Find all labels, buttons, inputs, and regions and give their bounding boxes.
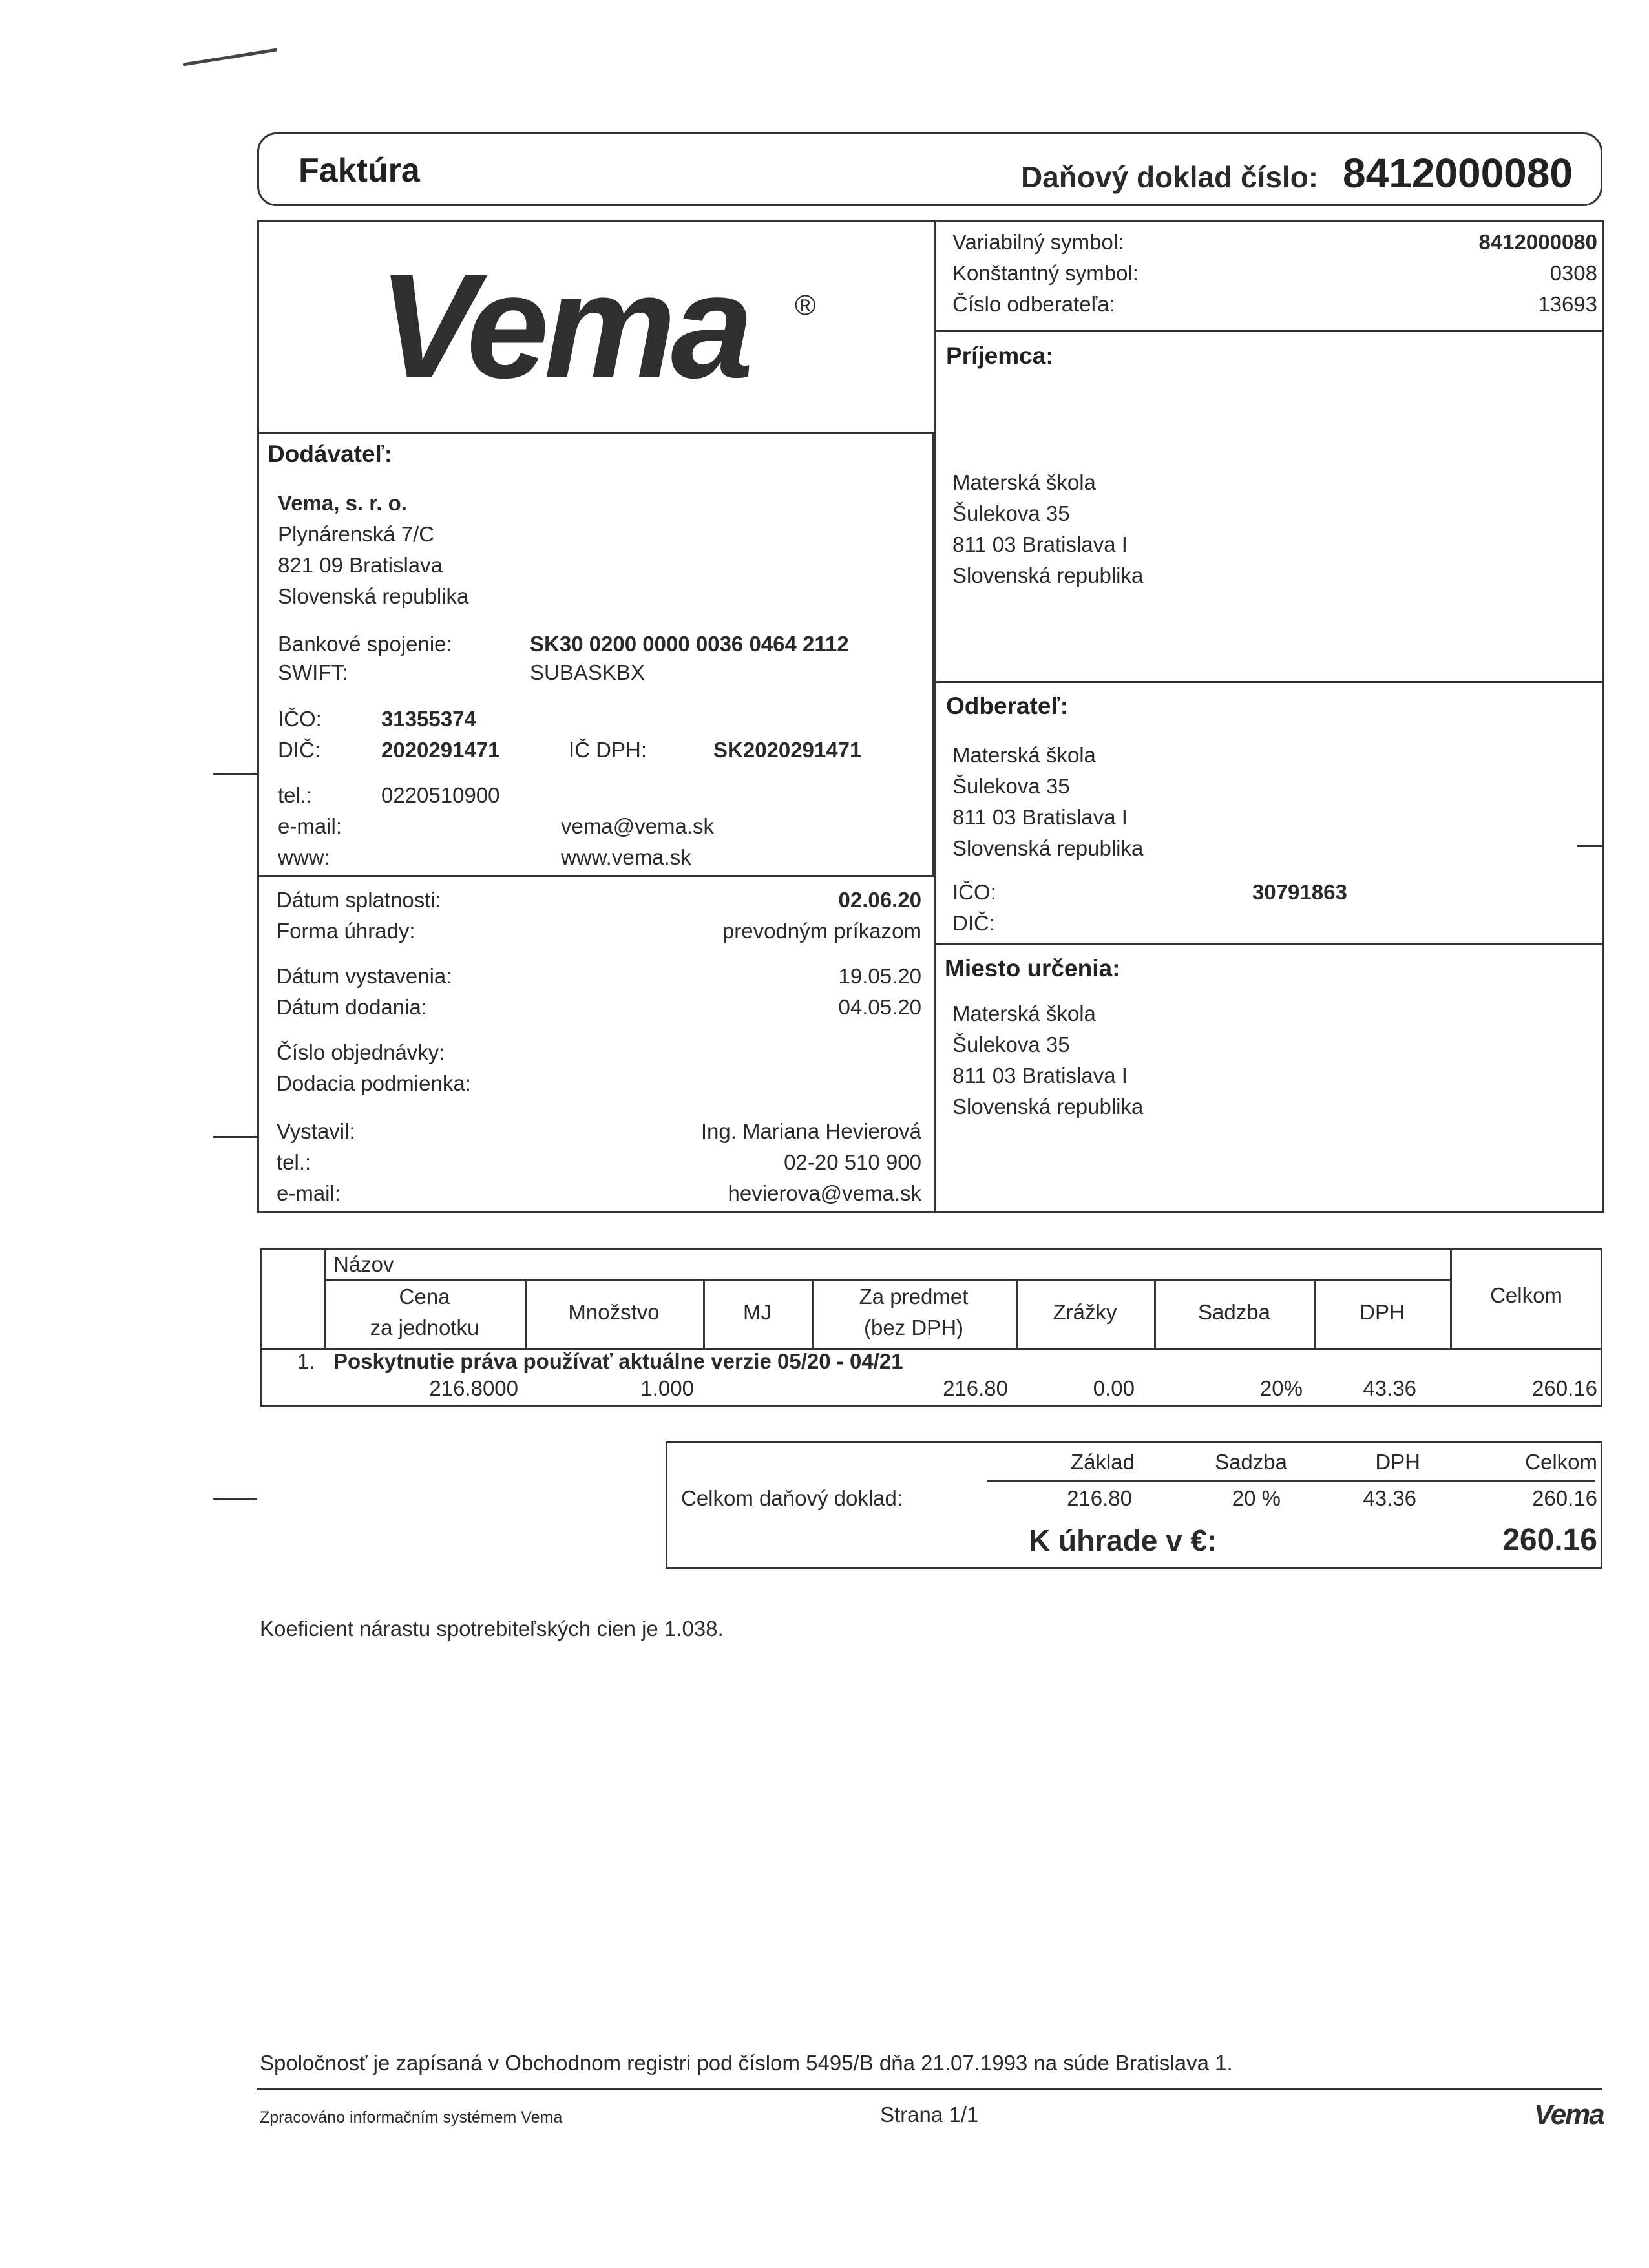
row-mnozstvo: 1.000 (640, 1376, 694, 1400)
rule (934, 943, 1602, 945)
rule (934, 681, 1602, 683)
rule (257, 1211, 1602, 1213)
col-zapredmet-line1: Za predmet (859, 1285, 969, 1308)
rule (1602, 220, 1604, 1213)
destination-heading: Miesto určenia: (945, 955, 1120, 982)
order-number-label: Číslo objednávky: (277, 1040, 445, 1064)
issued-by-value: Ing. Mariana Hevierová (700, 1119, 921, 1143)
scan-pen-mark (183, 48, 278, 66)
supplier-icdph-value: SK2020291471 (713, 738, 862, 762)
konstantny-symbol-label: Konštantný symbol: (952, 261, 1139, 285)
customer-number-label: Číslo odberateľa: (952, 292, 1115, 316)
fold-mark (1577, 845, 1602, 847)
supplier-www-value[interactable]: www.vema.sk (561, 845, 691, 869)
delivery-condition-label: Dodacia podmienka: (277, 1071, 471, 1095)
col-mj: MJ (743, 1300, 772, 1324)
delivery-date-value: 04.05.20 (838, 995, 921, 1019)
col-zrazky: Zrážky (1053, 1300, 1117, 1324)
row-zrazky: 0.00 (1093, 1376, 1135, 1400)
variabilny-symbol-value: 8412000080 (1478, 230, 1597, 254)
due-date-label: Dátum splatnosti: (277, 888, 441, 912)
summary-head-celkom: Celkom (1525, 1450, 1597, 1474)
supplier-country: Slovenská republika (278, 584, 469, 608)
supplier-city: 821 09 Bratislava (278, 553, 443, 577)
footer-logo: Vema (1534, 2099, 1604, 2130)
customer-dic-label: DIČ: (952, 911, 995, 935)
customer-line: Slovenská republika (952, 836, 1144, 860)
destination-line: Šulekova 35 (952, 1033, 1070, 1056)
supplier-heading: Dodávateľ: (268, 441, 393, 467)
issuer-tel-value: 02-20 510 900 (784, 1150, 921, 1174)
issuer-tel-label: tel.: (277, 1150, 311, 1174)
row-celkom: 260.16 (1532, 1376, 1597, 1400)
rule (987, 1480, 1595, 1482)
summary-celkom: 260.16 (1532, 1486, 1597, 1510)
payment-method-label: Forma úhrady: (277, 919, 415, 943)
supplier-email-value[interactable]: vema@vema.sk (561, 814, 715, 838)
rule (934, 220, 936, 1213)
recipient-line: 811 03 Bratislava I (952, 532, 1128, 556)
col-sadzba: Sadzba (1198, 1300, 1270, 1324)
invoice-title: Faktúra (299, 152, 420, 189)
recipient-line: Materská škola (952, 470, 1096, 494)
bank-account: SK30 0200 0000 0036 0464 2112 (530, 632, 849, 656)
destination-line: 811 03 Bratislava I (952, 1064, 1128, 1087)
delivery-date-label: Dátum dodania: (277, 995, 427, 1019)
summary-head-sadzba: Sadzba (1215, 1450, 1287, 1474)
customer-ico-value: 30791863 (1252, 880, 1347, 904)
registered-mark: ® (795, 289, 816, 321)
summary-label: Celkom daňový doklad: (681, 1486, 903, 1510)
rule (257, 220, 1602, 222)
row-sadzba: 20% (1259, 1376, 1303, 1400)
recipient-heading: Príjemca: (946, 342, 1054, 369)
fold-mark (213, 1136, 257, 1138)
col-celkom: Celkom (1490, 1283, 1562, 1307)
supplier-name: Vema, s. r. o. (278, 491, 407, 515)
amount-due-value: 260.16 (1502, 1523, 1597, 1557)
supplier-tel-value: 0220510900 (381, 783, 500, 807)
customer-number-value: 13693 (1538, 292, 1597, 316)
summary-sadzba: 20 % (1232, 1486, 1281, 1510)
vema-logo: Vema (378, 243, 749, 409)
row-cena: 216.8000 (429, 1376, 518, 1400)
issue-date-label: Dátum vystavenia: (277, 964, 452, 988)
supplier-email-label: e-mail: (278, 814, 342, 838)
customer-heading: Odberateľ: (946, 693, 1069, 719)
fold-mark (213, 1498, 257, 1500)
summary-zaklad: 216.80 (1067, 1486, 1132, 1510)
destination-line: Materská škola (952, 1002, 1096, 1025)
customer-line: 811 03 Bratislava I (952, 805, 1128, 829)
col-cena-line1: Cena (399, 1285, 450, 1308)
recipient-line: Slovenská republika (952, 563, 1144, 587)
price-index-note: Koeficient nárastu spotrebiteľských cien je 1.038. (260, 1617, 724, 1641)
supplier-www-label: www: (278, 845, 330, 869)
supplier-street: Plynárenská 7/C (278, 522, 435, 546)
summary-dph: 43.36 (1363, 1486, 1416, 1510)
col-mnozstvo: Množstvo (568, 1300, 660, 1324)
rule (324, 1279, 1450, 1281)
destination-line: Slovenská republika (952, 1095, 1144, 1118)
col-cena-line2: za jednotku (370, 1316, 479, 1339)
doc-number: 8412000080 (1343, 150, 1573, 196)
col-nazov: Názov (333, 1252, 394, 1276)
swift-label: SWIFT: (278, 660, 348, 684)
recipient-line: Šulekova 35 (952, 501, 1070, 525)
customer-line: Materská škola (952, 743, 1096, 767)
footer-system: Zpracováno informačním systémem Vema (260, 2108, 563, 2126)
issue-date-value: 19.05.20 (838, 964, 921, 988)
summary-head-zaklad: Základ (1070, 1450, 1135, 1474)
supplier-tel-label: tel.: (278, 783, 313, 807)
variabilny-symbol-label: Variabilný symbol: (952, 230, 1124, 254)
row-number: 1. (297, 1349, 315, 1373)
customer-ico-label: IČO: (952, 880, 996, 904)
registry-note: Spoločnosť je zapísaná v Obchodnom registri pod číslom 5495/B dňa 21.07.1993 na súde Bratislava 1. (260, 2051, 1233, 2075)
supplier-ico-value: 31355374 (381, 707, 476, 731)
footer-rule (257, 2088, 1602, 2090)
doc-number-label: Daňový doklad číslo: (1021, 160, 1319, 194)
supplier-ico-label: IČO: (278, 707, 322, 731)
row-zapredmet: 216.80 (943, 1376, 1008, 1400)
supplier-icdph-label: IČ DPH: (569, 738, 647, 762)
supplier-dic-label: DIČ: (278, 738, 320, 762)
col-dph: DPH (1360, 1300, 1405, 1324)
row-dph: 43.36 (1363, 1376, 1416, 1400)
swift-value: SUBASKBX (530, 660, 645, 684)
payment-method-value: prevodným príkazom (722, 919, 921, 943)
fold-mark (213, 773, 257, 775)
bank-label: Bankové spojenie: (278, 632, 452, 656)
summary-head-dph: DPH (1375, 1450, 1420, 1474)
footer-page: Strana 1/1 (880, 2103, 979, 2126)
konstantny-symbol-value: 0308 (1549, 261, 1597, 285)
amount-due-label: K úhrade v €: (1029, 1524, 1217, 1557)
row-name: Poskytnutie práva používať aktuálne verzie 05/20 - 04/21 (333, 1349, 903, 1373)
rule (934, 330, 1602, 332)
issuer-email-value[interactable]: hevierova@vema.sk (728, 1181, 921, 1205)
issued-by-label: Vystavil: (277, 1119, 355, 1143)
issuer-email-label: e-mail: (277, 1181, 341, 1205)
due-date-value: 02.06.20 (838, 888, 921, 912)
customer-line: Šulekova 35 (952, 774, 1070, 798)
col-zapredmet-line2: (bez DPH) (863, 1316, 964, 1339)
supplier-dic-value: 2020291471 (381, 738, 500, 762)
